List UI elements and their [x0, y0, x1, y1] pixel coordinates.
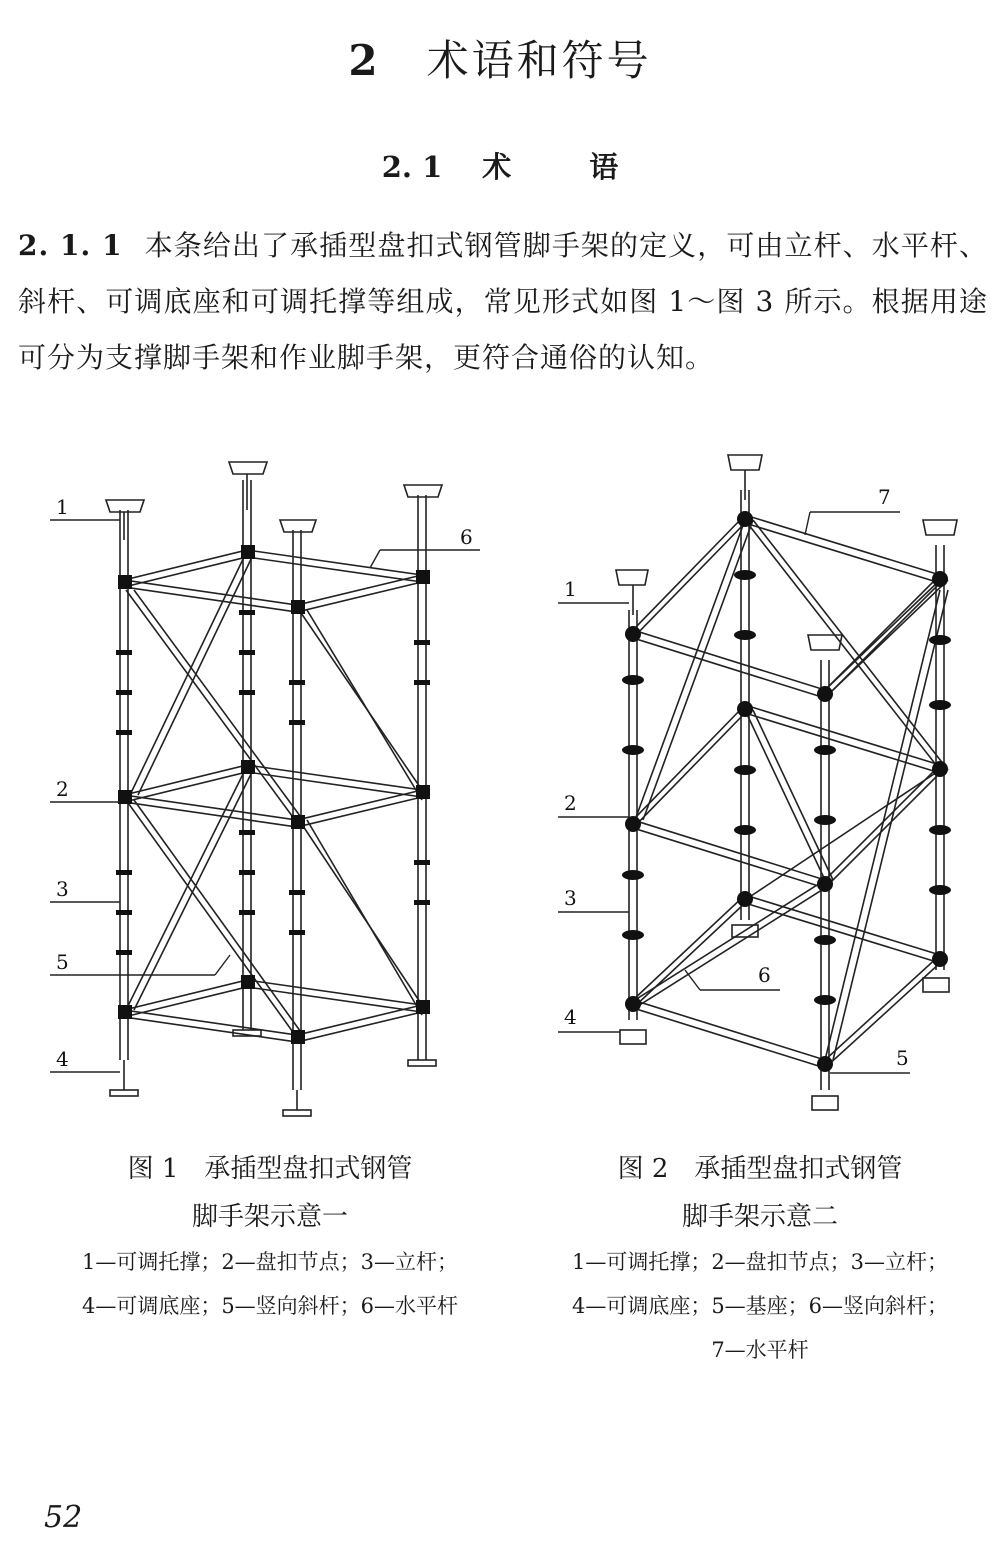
figure-2-legend-line1: 1—可调托撑；2—盘扣节点；3—立杆；: [571, 1250, 949, 1274]
clause-number: 2. 1. 1: [18, 229, 123, 262]
figure-1-caption: [60, 1145, 480, 1241]
section-number: 2. 1: [381, 150, 443, 184]
figure-2-legend: [520, 1240, 1000, 1372]
callout-5: 5: [896, 1046, 909, 1070]
figure-2-number: 图 2: [617, 1154, 669, 1184]
page-number: 52: [44, 1500, 83, 1535]
diagonal-braces: [126, 555, 422, 1035]
figure-1-title: 承插型盘扣式钢管: [204, 1154, 413, 1184]
callout-6: 6: [758, 963, 771, 987]
callout-3: 3: [564, 886, 577, 910]
rosette-nodes: [116, 545, 430, 1044]
base-jacks: [110, 1030, 436, 1116]
standard-pipes: [629, 490, 944, 1090]
callout-2: 2: [56, 777, 69, 801]
callout-4: 4: [564, 1005, 577, 1029]
callout-2: 2: [564, 791, 577, 815]
figure-2-caption-line2: 脚手架示意二: [681, 1202, 838, 1232]
figure-1-legend-line2: 4—可调底座；5—竖向斜杆；6—水平杆: [81, 1294, 459, 1318]
horizontal-ledgers: [124, 550, 422, 1042]
horizontal-ledgers: [633, 515, 940, 1068]
clause-text: 本条给出了承插型盘扣式钢管脚手架的定义，可由立杆、水平杆、斜杆、可调底座和可调托撑等组成，常见形式如图 1～图 3 所示。根据用途可分为支撑脚手架和作业脚手架，更符合通俗的认知。: [18, 229, 988, 374]
callout-5: 5: [56, 950, 69, 974]
figure-1-caption-line1: [60, 1145, 480, 1193]
scaffold-drawing-1: [40, 450, 480, 1130]
figure-1: [40, 450, 480, 1130]
callout-7: 7: [878, 485, 891, 509]
callout-3: 3: [56, 877, 69, 901]
scaffold-drawing-2: [550, 450, 990, 1130]
clause-paragraph: [18, 218, 988, 386]
figure-1-caption-line2: 脚手架示意一: [191, 1202, 348, 1232]
callout-4: 4: [56, 1047, 69, 1071]
figure-2-title: 承插型盘扣式钢管: [694, 1154, 903, 1184]
chapter-name: 术语和符号: [426, 36, 652, 85]
callout-1: 1: [56, 495, 69, 519]
section-title: [0, 145, 1000, 186]
section-name-part1: 术: [482, 150, 512, 184]
figure-1-legend-line1: 1—可调托撑；2—盘扣节点；3—立杆；: [81, 1250, 459, 1274]
top-jacks: [106, 462, 442, 540]
figure-2: [550, 450, 990, 1130]
diagonal-braces: [635, 520, 948, 1060]
figure-2-caption-line1: [550, 1145, 970, 1193]
figure-2-caption: [550, 1145, 970, 1241]
callout-6: 6: [460, 525, 473, 549]
chapter-title: [0, 28, 1000, 88]
figure-1-legend: [20, 1240, 520, 1328]
chapter-number: 2: [348, 36, 381, 85]
callout-1: 1: [564, 577, 577, 601]
figure-2-legend-line2: 4—可调底座；5—基座；6—竖向斜杆；: [571, 1294, 949, 1318]
figure-1-number: 图 1: [127, 1154, 179, 1184]
rosette-nodes: [622, 511, 951, 1072]
base-plates: [620, 925, 949, 1110]
callout-leaders: [558, 512, 910, 1073]
figure-2-legend-line3: 7—水平杆: [711, 1338, 809, 1362]
section-name-part2: 语: [589, 150, 619, 184]
